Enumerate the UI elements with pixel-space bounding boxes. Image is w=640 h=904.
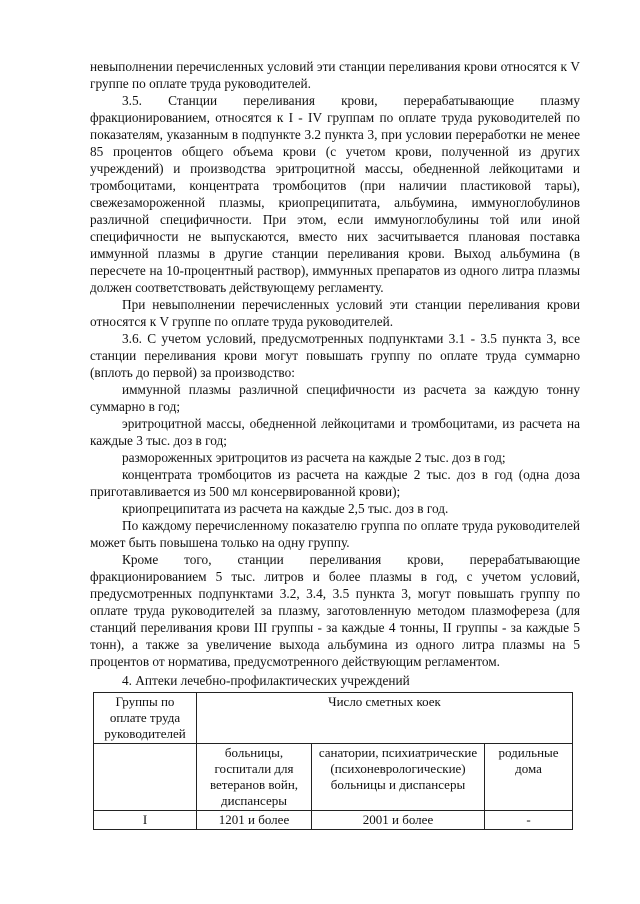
table-header-group: Группы по оплате труда руководителей bbox=[94, 693, 197, 744]
paragraph: При невыполнении перечисленных условий эти станции переливания крови относятся к V группе по оплате труда руководителей. bbox=[90, 297, 580, 329]
table-header-empty bbox=[94, 744, 197, 811]
paragraph: эритроцитной массы, обедненной лейкоцитами и тромбоцитами, из расчета на каждые 3 тыс. доз в год; bbox=[90, 416, 580, 448]
paragraph: криопреципитата из расчета на каждые 2,5 тыс. доз в год. bbox=[122, 501, 449, 516]
table-row bbox=[94, 811, 573, 830]
document-page bbox=[90, 58, 580, 830]
table-cell-hospitals: 1201 и более bbox=[197, 811, 312, 830]
paragraph: 3.5. Станции переливания крови, перерабатывающие плазму фракционированием, относятся к I - IV группам по оплате труда руководителей по показателям, указанным в подпункте 3.2 пункта 3, при условии переработки не менее 85 процентов общего объема крови (с учетом крови, полученной из других учреждений) и производства эритроцитной массы, обедненной лейкоцитами и тромбоцитами, концентрата тромбоцитов (при наличии пластиковой тары), свежезамороженной плазмы, криопреципитата, альбумина, иммуноглобулинов различной специфичности. При этом, если иммуноглобулины той или иной специфичности не выпускаются, вместо них засчитывается плановая поставка иммунной плазмы в другие станции переливания крови. Выход альбумина (в пересчете на 10-процентный раствор), иммунных препаратов из одного литра плазмы должен соответствовать действующему регламенту. bbox=[90, 93, 580, 295]
paragraph: размороженных эритроцитов из расчета на каждые 2 тыс. доз в год; bbox=[122, 450, 506, 465]
paragraph: 3.6. С учетом условий, предусмотренных подпунктами 3.1 - 3.5 пункта 3, все станции переливания крови могут повышать группу по оплате труда суммарно (вплоть до первой) за производство: bbox=[90, 331, 580, 380]
paragraph: По каждому перечисленному показателю группа по оплате труда руководителей может быть повышена только на одну группу. bbox=[90, 518, 580, 550]
table-cell-group: I bbox=[94, 811, 197, 830]
paragraph: невыполнении перечисленных условий эти станции переливания крови относятся к V группе по оплате труда руководителей. bbox=[90, 59, 580, 91]
paragraph: Кроме того, станции переливания крови, перерабатывающие фракционированием 5 тыс. литров и более плазмы в год, с учетом условий, предусмотренных подпунктами 3.2, 3.4, 3.5 пункта 3, могут повышать группу по оплате труда руководителей за плазму, заготовленную методом плазмофереза (для станций переливания крови III группы - за каждые 4 тонны, II группы - за каждые 5 тонн), а также за увеличение выхода альбумина из одного литра плазмы на 5 процентов от норматива, предусмотренного действующим регламентом. bbox=[90, 552, 580, 669]
table-cell-maternity: - bbox=[485, 811, 573, 830]
body-text bbox=[90, 58, 580, 670]
table-subheader-maternity: родильные дома bbox=[485, 744, 573, 811]
table-subheader-hospitals: больницы, госпитали для ветеранов войн, диспансеры bbox=[197, 744, 312, 811]
paragraph: иммунной плазмы различной специфичности из расчета за каждую тонну суммарно в год; bbox=[90, 382, 580, 414]
table-subheader-sanatoriums: санатории, психиатрические (психоневрологические) больницы и диспансеры bbox=[312, 744, 485, 811]
section-subheading: 4. Аптеки лечебно-профилактических учреждений bbox=[122, 673, 410, 688]
groups-table bbox=[93, 692, 573, 830]
paragraph: концентрата тромбоцитов из расчета на каждые 2 тыс. доз в год (одна доза приготавливается из 500 мл консервированной крови); bbox=[90, 467, 580, 499]
table-cell-sanatoriums: 2001 и более bbox=[312, 811, 485, 830]
table-header-beds: Число сметных коек bbox=[197, 693, 573, 744]
